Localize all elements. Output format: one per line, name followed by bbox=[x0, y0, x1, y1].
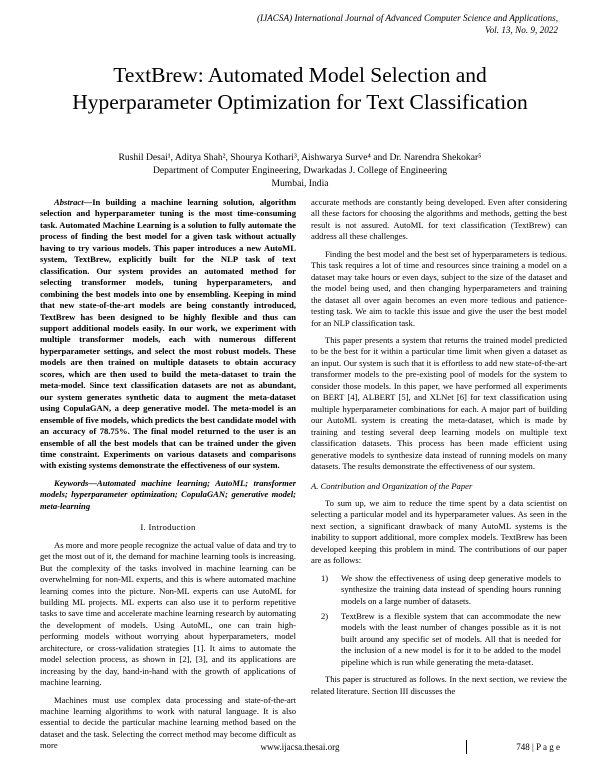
keywords-text: Automated machine learning; AutoML; transformer models; hyperparameter optimization; CopulaGAN; generative model; meta-learning bbox=[40, 477, 296, 511]
abstract-label: Abstract— bbox=[54, 197, 93, 207]
list-item bbox=[311, 573, 567, 607]
list-item-text: TextBrew is a flexible system that can accommodate the new models with the least number of changes possible as it is not built around any specific set of models. All that is needed for the inclusion of a new model is for it to be added to the model pipeline which is run while generating the meta-dataset. bbox=[341, 610, 561, 667]
list-item-text: We show the effectiveness of using deep generative models to synthesize the training data instead of spending hours running models on a large number of datasets. bbox=[341, 572, 561, 606]
intro-paragraph-2-continued: accurate methods are constantly being developed. Even after considering all these factors for choosing the algorithms and methods, getting the best result is not assured. AutoML for text classification (TextBrew) can address all these challenges. bbox=[311, 197, 567, 242]
contribution-list bbox=[311, 573, 567, 669]
list-item-number: 1) bbox=[321, 572, 329, 583]
right-column bbox=[311, 197, 567, 703]
author-block bbox=[40, 151, 560, 190]
contribution-heading: A. Contribution and Organization of the Paper bbox=[311, 481, 473, 492]
keywords bbox=[40, 478, 296, 512]
journal-volume: Vol. 13, No. 9, 2022 bbox=[485, 24, 558, 35]
journal-header bbox=[138, 13, 558, 36]
intro-paragraph-3: Finding the best model and the best set of hyperparameters is tedious. This task requires a lot of time and resources since training a model on a dataset may take hours or even days, subject to the size of the dataset and the model being used, and then changing hyperparameters and training the dataset all over again becomes an even more tedious and patience-testing task. We aim to tackle this issue and give the user the best model for an NLP classification task. bbox=[311, 248, 567, 328]
author-names: Rushil Desai¹, Aditya Shah², Shourya Kothari³, Aishwarya Surve⁴ and Dr. Narendra Shekokar⁵ bbox=[118, 152, 482, 163]
abstract bbox=[40, 197, 296, 472]
abstract-text: In building a machine learning solution, algorithm selection and hyperparameter tuning is the most time-consuming task. Automated Machine Learning is a solution to fully automate the process of finding the best model for a given task without actually having to try various models. This paper introduces a new AutoML system, TextBrew, explicitly built for the NLP task of text classification. Our system provides an automated method for selecting transformer models, tuning hyperparameters, and combining the best models into one by ensembling. Keeping in mind that new state-of-the-art models are being constantly introduced, TextBrew has been designed to be highly flexible and thus can support additional models easily. In our work, we experiment with multiple transformer models, each with numerous different hyperparameter settings, and select the most robust models. These models are then trained on multiple datasets to obtain accuracy scores, which are then used to build the meta-dataset to train the meta-model. Since text classification datasets are not as abundant, our system generates synthetic data to augment the meta-dataset using CopulaGAN, a deep generative model. The meta-model is an ensemble of five models, which predicts the best candidate model with an accuracy of 78.75%. The final model returned to the user is an ensemble of all the best models that can be trained under the given time constraint. Experiments on various datasets and comparisons with existing systems demonstrate the effectiveness of our system. bbox=[40, 197, 296, 471]
intro-paragraph-1: As more and more people recognize the actual value of data and try to get the most out of it, the demand for machine learning tools is increasing. But the complexity of the tasks involved in machine learning can be overwhelming for non-ML experts, and this is where automated machine learning comes into the picture. Non-ML experts can use AutoML for building ML projects. ML experts can also use it to perform repetitive tasks to save time and accelerate machine learning research by automating the development of models. Using AutoML, one can train high-performing models without worrying about hyperparameters, model architecture, or cross-validation strategies [1]. It aims to automate the model selection process, as shown in [2], [3], and its applications are increasing by the day, hand-in-hand with the growth of applications of machine learning. bbox=[40, 539, 296, 688]
introduction-heading: I. Introduction bbox=[140, 522, 196, 533]
left-column bbox=[40, 197, 296, 758]
author-city: Mumbai, India bbox=[271, 178, 329, 189]
keywords-label: Keywords— bbox=[54, 477, 97, 488]
journal-name: (IJACSA) International Journal of Advanced Computer Science and Applications, bbox=[256, 13, 558, 23]
journal-url: www.ijacsa.thesai.org bbox=[260, 742, 340, 752]
intro-paragraph-2: Machines must use complex data processing and state-of-the-art machine learning algorithms to work with natural language. It is also essential to decide the particular machine learning method based on the dataset and the task. Selecting the correct method may become difficult as more bbox=[40, 694, 296, 751]
footer-divider bbox=[466, 740, 467, 754]
title-line-1: TextBrew: Automated Model Selection and bbox=[113, 63, 487, 87]
page-number: 748 | P a g e bbox=[516, 742, 560, 752]
list-item-number: 2) bbox=[321, 610, 329, 621]
paper-title bbox=[30, 62, 570, 116]
intro-paragraph-4: This paper presents a system that returns the trained model predicted to be the best for it within a particular time limit when given a dataset as an input. Our system is such that it is effortless to add new state-of-the-art transformer models to the pre-existing pool of models for the system to consider those models. In this paper, we have performed all experiments on BERT [4], ALBERT [5], and XLNet [6] for text classification using multiple hyperparameter combinations for each. A major part of building our AutoML system is creating the meta-dataset, which is made by training and testing several deep learning models on multiple text classification datasets. This process has been made efficient using generative models to synthesize data instead of running models on many datasets. The results demonstrate the effectiveness of our system. bbox=[311, 334, 567, 471]
contribution-paragraph-1: To sum up, we aim to reduce the time spent by a data scientist on selecting a particular model and its hyperparameter values. As seen in the next section, a significant drawback of many AutoML systems is the inability to support additional, more complex models. TextBrew has been developed keeping this problem in mind. The contributions of our paper are as follows: bbox=[311, 497, 567, 566]
contribution-paragraph-2: This paper is structured as follows. In the next section, we review the related literature. Section III discusses the bbox=[311, 674, 567, 696]
title-line-2: Hyperparameter Optimization for Text Classification bbox=[72, 90, 528, 114]
page-footer bbox=[0, 742, 600, 758]
author-department: Department of Computer Engineering, Dwarkadas J. College of Engineering bbox=[152, 165, 448, 176]
list-item bbox=[311, 611, 567, 668]
